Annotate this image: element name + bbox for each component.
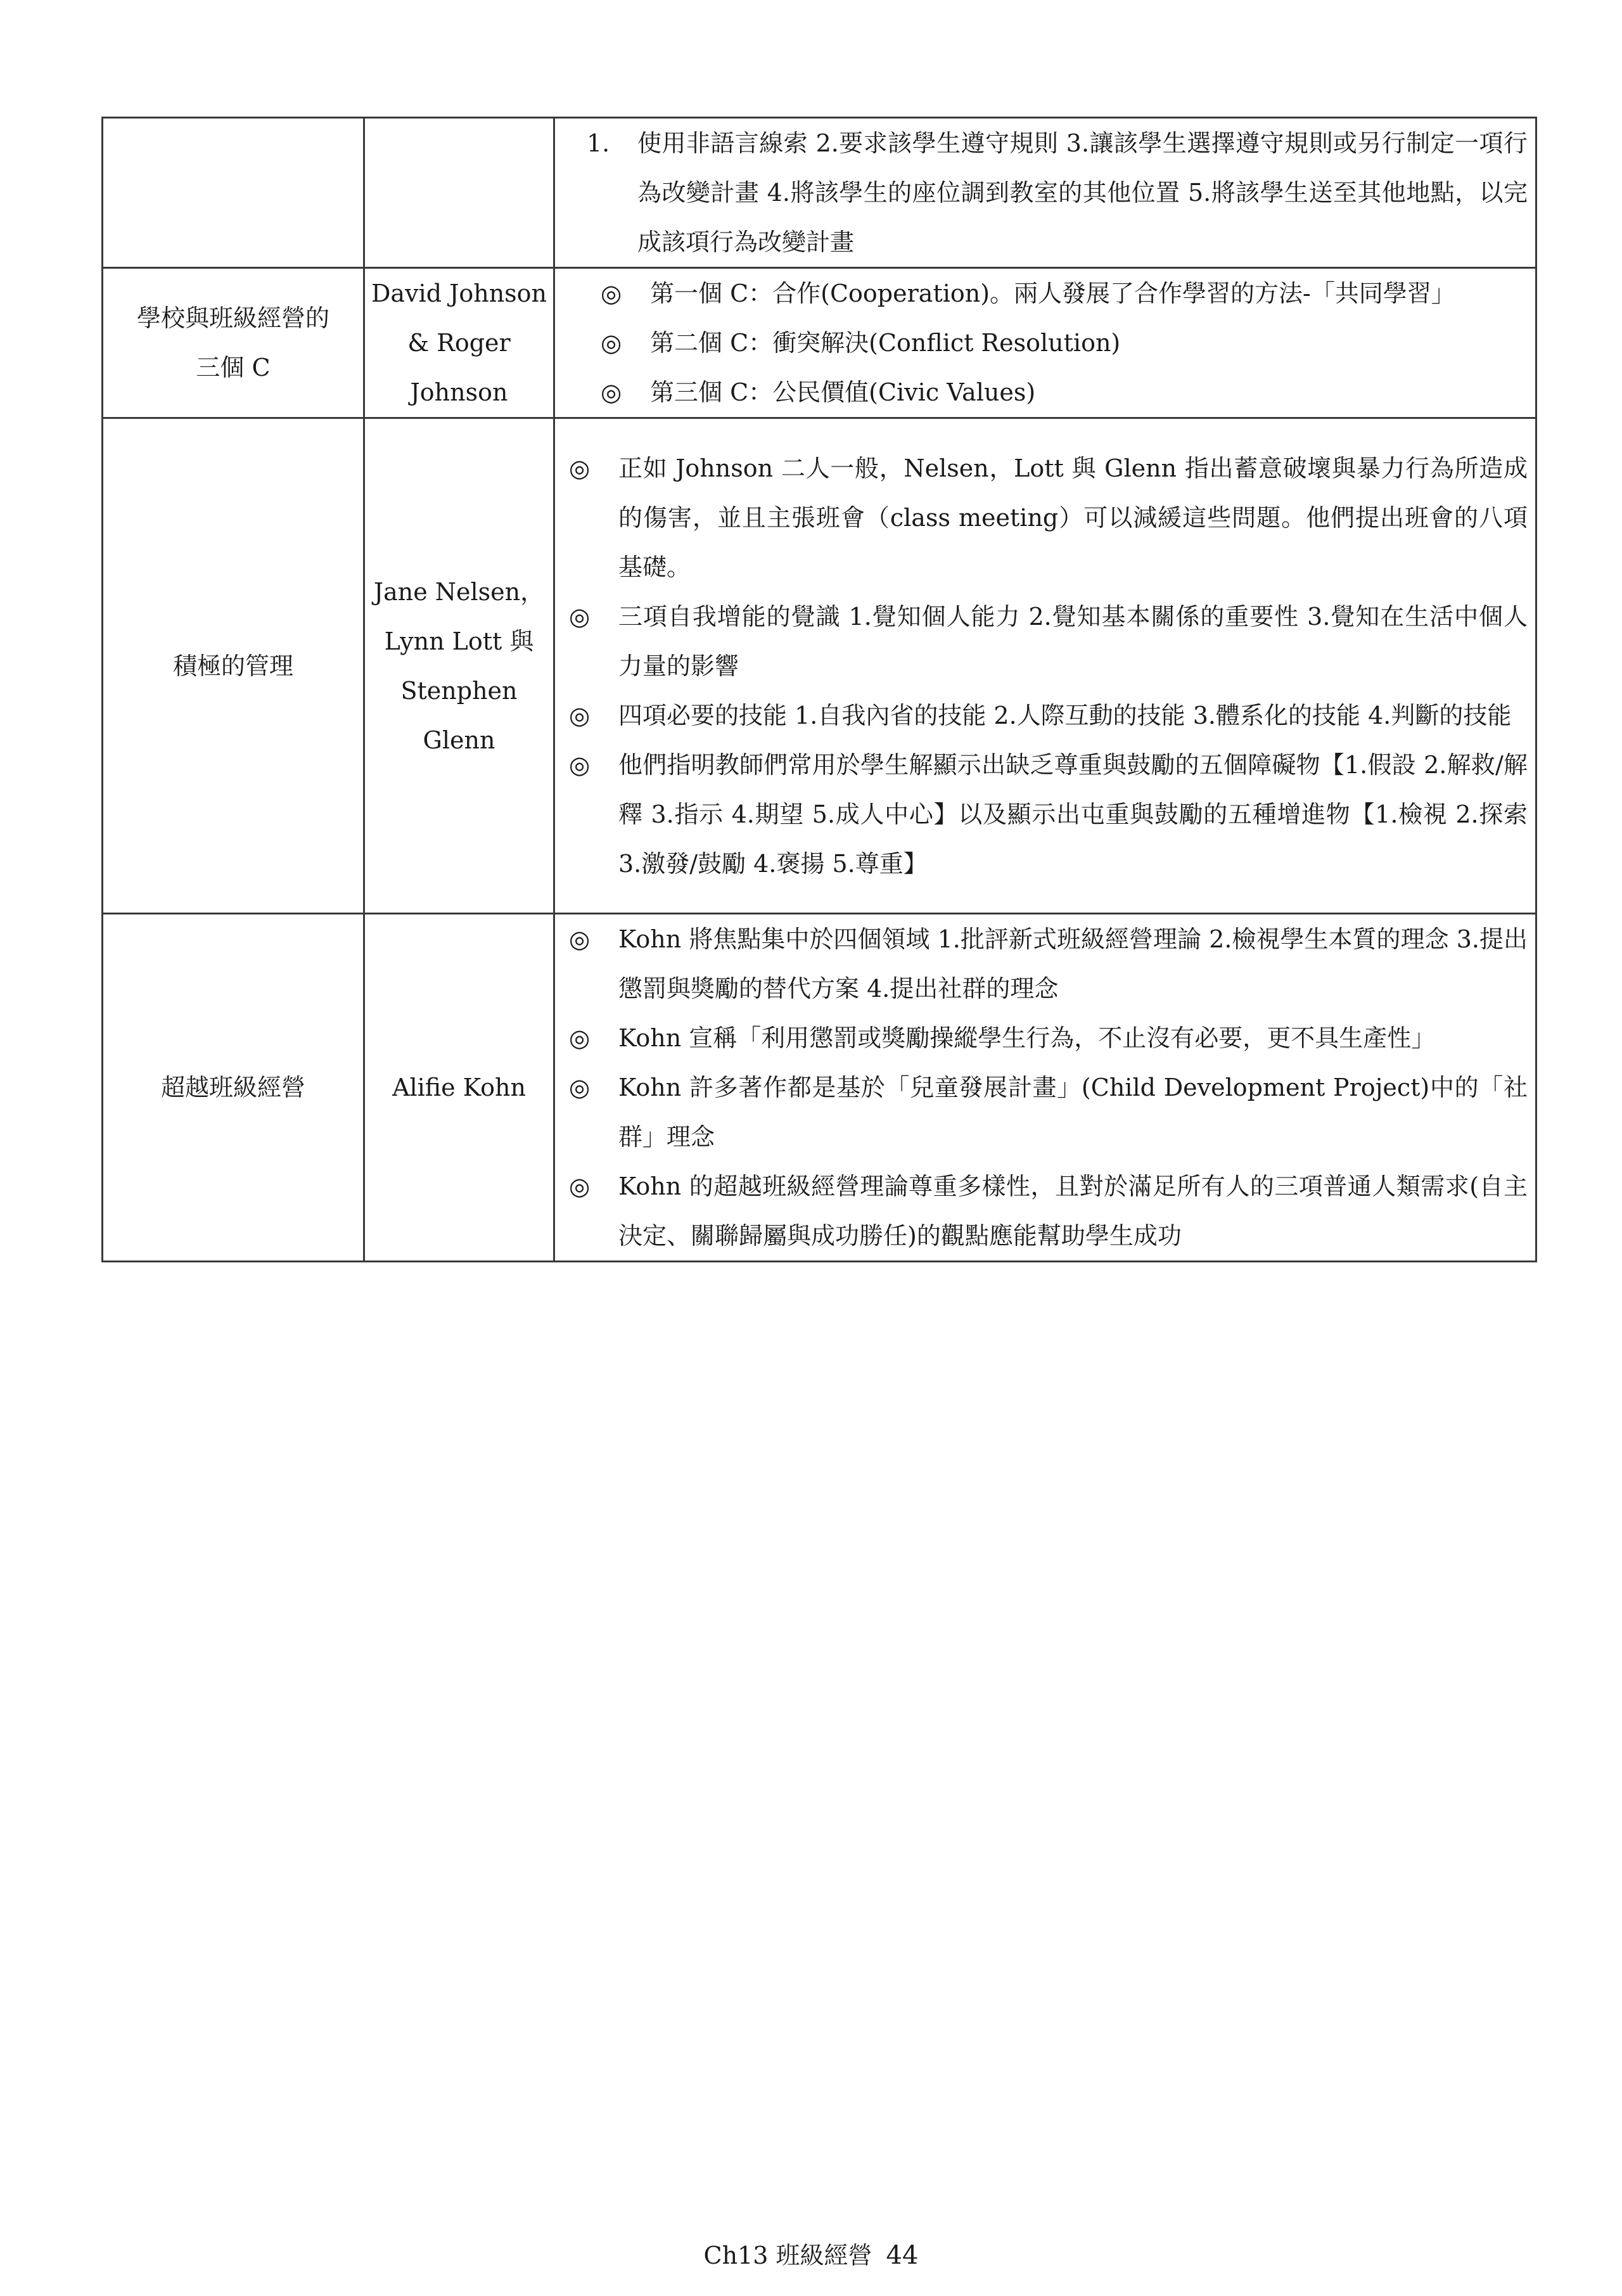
person-cell [364, 268, 554, 418]
double-circle-bullet-icon: ◎ [569, 602, 591, 631]
double-circle-bullet-icon: ◎ [569, 701, 591, 729]
page-footer [0, 2240, 1622, 2271]
topic-label: 學校與班級經營的三個 C [136, 304, 329, 382]
item-text: 第三個 C：公民價值(Civic Values) [650, 378, 1036, 406]
item-text: 正如 Johnson 二人一般，Nelsen，Lott 與 Glenn 指出蓄意破壞與暴力行為所造成的傷害，並且主張班會（class meeting）可以減緩這些問題。他們提出班會的八項基礎。 [618, 454, 1528, 581]
person-name-line: David Johnson [371, 279, 547, 307]
item-number: 1. [587, 129, 610, 157]
list-item [569, 119, 1528, 267]
list-item [569, 691, 1528, 740]
list-item [569, 368, 1528, 417]
person-cell [364, 914, 554, 1262]
list-item [569, 269, 1528, 318]
item-text: 使用非語言線索 2.要求該學生遵守規則 3.讓該學生選擇遵守規則或另行制定一項行為改變計畫 4.將該學生的座位調到教室的其他位置 5.將該學生送至其他地點，以完成該項行為改變計畫 [637, 129, 1528, 256]
person-name-line: Johnson [410, 378, 508, 406]
content-cell [554, 268, 1536, 418]
person-name-line: Lynn Lott 與 [384, 627, 534, 655]
list-item [569, 740, 1528, 888]
double-circle-bullet-icon: ◎ [569, 1074, 591, 1101]
person-name-line: Alifie Kohn [392, 1074, 526, 1101]
item-text: Kohn 的超越班級經營理論尊重多樣性，且對於滿足所有人的三項普通人類需求(自主決定、關聯歸屬與成功勝任)的觀點應能幫助學生成功 [618, 1172, 1528, 1250]
list-item [569, 318, 1528, 368]
topic-cell [103, 118, 364, 268]
list-item [569, 444, 1528, 592]
double-circle-bullet-icon: ◎ [601, 378, 622, 406]
table-row [103, 914, 1536, 1262]
item-text: 三項自我增能的覺識 1.覺知個人能力 2.覺知基本關係的重要性 3.覺知在生活中個人力量的影響 [618, 602, 1528, 680]
double-circle-bullet-icon: ◎ [569, 750, 591, 779]
double-circle-bullet-icon: ◎ [601, 279, 622, 307]
content-cell [554, 914, 1536, 1262]
list-item [569, 1013, 1528, 1063]
item-text: 四項必要的技能 1.自我內省的技能 2.人際互動的技能 3.體系化的技能 4.判斷的技能 [618, 701, 1512, 729]
footer-chapter: Ch13 班級經營 [703, 2241, 872, 2269]
topic-label: 超越班級經營 [160, 1074, 305, 1101]
double-circle-bullet-icon: ◎ [569, 1172, 591, 1200]
page-number: 44 [886, 2241, 919, 2270]
topic-cell [103, 914, 364, 1262]
item-text: Kohn 將焦點集中於四個領域 1.批評新式班級經營理論 2.檢視學生本質的理念 3.提出懲罰與獎勵的替代方案 4.提出社群的理念 [618, 925, 1528, 1003]
list-item [569, 1063, 1528, 1162]
double-circle-bullet-icon: ◎ [569, 1024, 591, 1052]
item-text: Kohn 宣稱「利用懲罰或獎勵操縱學生行為，不止沒有必要，更不具生產性」 [618, 1024, 1436, 1052]
item-text: 第一個 C：合作(Cooperation)。兩人發展了合作學習的方法-「共同學習」 [650, 279, 1455, 307]
item-text: 第二個 C：衝突解決(Conflict Resolution) [650, 329, 1121, 357]
person-name-line: & Roger [407, 329, 511, 357]
table-row [103, 118, 1536, 268]
double-circle-bullet-icon: ◎ [569, 454, 591, 482]
table-row [103, 418, 1536, 914]
person-cell [364, 418, 554, 914]
list-item [569, 1162, 1528, 1260]
person-name-line: Glenn [423, 726, 495, 754]
topic-label: 積極的管理 [172, 651, 293, 680]
table-row [103, 268, 1536, 418]
content-cell [554, 418, 1536, 914]
item-text: 他們指明教師們常用於學生解顯示出缺乏尊重與鼓勵的五個障礙物【1.假設 2.解救/解釋 3.指示 4.期望 5.成人中心】以及顯示出屯重與鼓勵的五種增進物【1.檢視 2.探索 3.激發/鼓勵 4.褒揚 5.尊重】 [618, 750, 1528, 878]
topic-cell [103, 418, 364, 914]
list-item [569, 914, 1528, 1013]
summary-table [101, 117, 1537, 1262]
person-name-line: Jane Nelsen， [373, 577, 545, 606]
item-text: Kohn 許多著作都是基於「兒童發展計畫」(Child Development Project)中的「社群」理念 [618, 1074, 1528, 1151]
content-cell [554, 118, 1536, 268]
topic-cell [103, 268, 364, 418]
list-item [569, 592, 1528, 691]
double-circle-bullet-icon: ◎ [569, 925, 591, 953]
double-circle-bullet-icon: ◎ [601, 329, 622, 357]
person-name-line: Stenphen [400, 676, 518, 705]
person-cell [364, 118, 554, 268]
